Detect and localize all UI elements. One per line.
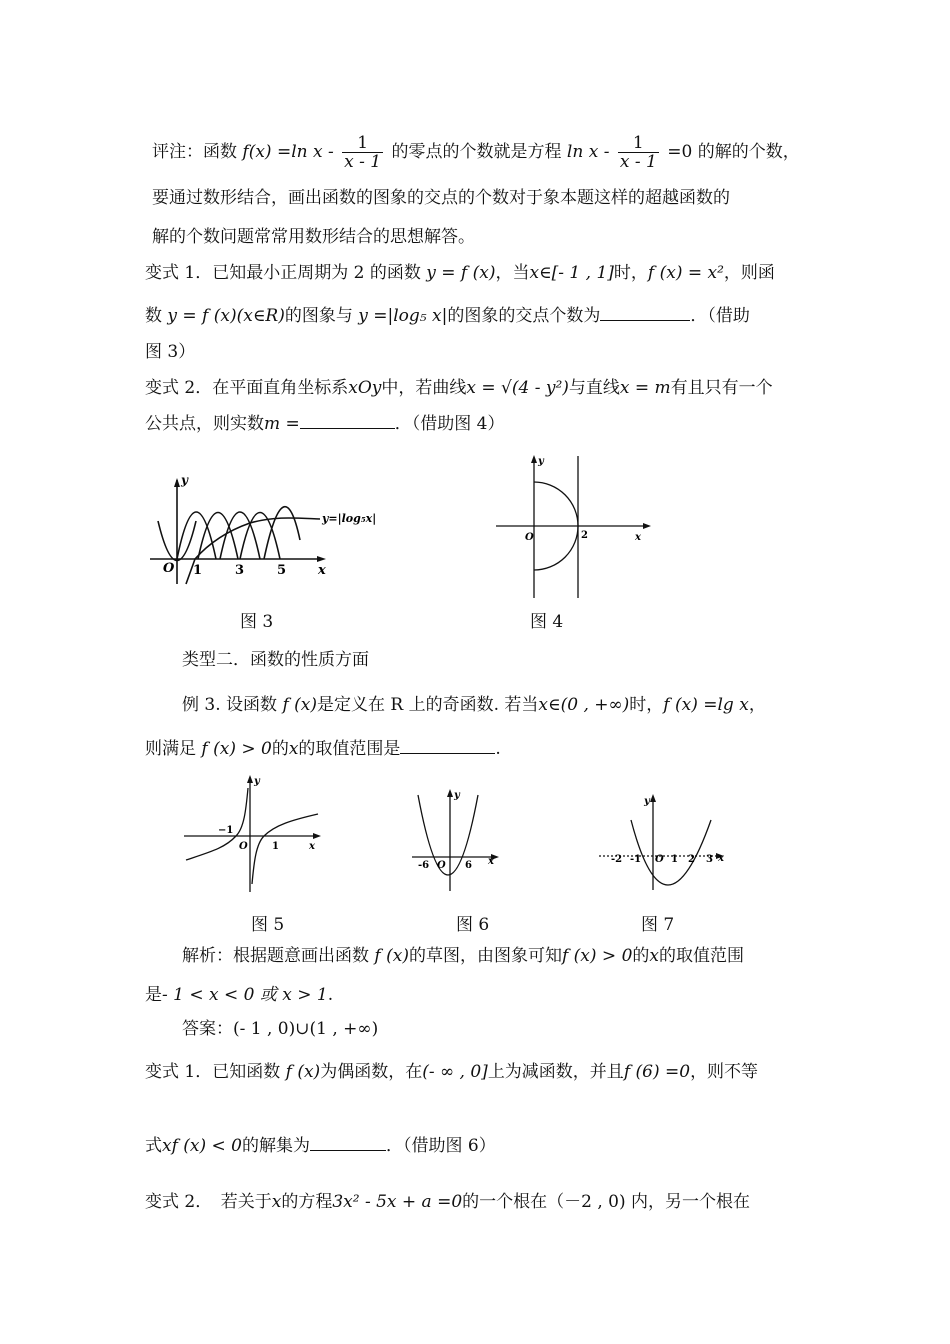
analysis-line-1 xyxy=(182,944,744,968)
x-arrow xyxy=(317,556,326,562)
variant1b-line-2 xyxy=(145,1134,496,1158)
text: 的一个根在（－2 , 0) 内，另一个根在 xyxy=(462,1192,751,1212)
math-expr: x∈[- 1 , 1] xyxy=(529,263,614,283)
math-expr: m = xyxy=(264,414,300,434)
math-expr: f (x) > 0 xyxy=(561,946,633,966)
answer-value: (- 1 , 0)∪(1 , +∞) xyxy=(233,1019,379,1039)
figure-6 xyxy=(410,785,505,895)
text: ，则函 xyxy=(723,263,775,283)
math-expr: f (x) xyxy=(285,1062,321,1082)
math-expr: y = f (x) xyxy=(426,263,496,283)
text: 变式 2． 若关于 xyxy=(145,1192,272,1212)
math-expr: x xyxy=(271,1192,282,1212)
text: 的取值范围 xyxy=(658,946,744,966)
math-expr: f (6) =0 xyxy=(623,1062,691,1082)
axis-y-label: y xyxy=(181,473,188,487)
text: 有且只有一个 xyxy=(670,378,773,398)
frac-num: 1 xyxy=(342,134,383,153)
tick-6: 6 xyxy=(465,860,472,871)
math-expr: 3x² - 5x + a =0 xyxy=(332,1192,463,1212)
figure-5 xyxy=(180,770,325,895)
parabola-5 xyxy=(240,513,280,560)
math-expr: f (x) =lg x xyxy=(663,695,749,715)
text: 的解集为 xyxy=(242,1136,311,1156)
text: 的图象的交点个数为 xyxy=(447,306,601,326)
analysis-line-2 xyxy=(145,983,333,1007)
tick-neg6: -6 xyxy=(418,860,430,871)
answer-line xyxy=(182,1017,378,1041)
math-expr: x = √(4 - y²) xyxy=(466,378,569,398)
text: 是定义在 R 上的奇函数. 若当 xyxy=(317,695,539,715)
math-expr: - 1 < x < 0 或 x > 1 xyxy=(162,985,328,1005)
math-expr: x xyxy=(649,946,659,966)
tick-3: 3 xyxy=(706,854,713,865)
math-expr: ln x - xyxy=(566,142,610,162)
figure-4 xyxy=(490,452,660,602)
variant2b-line-1 xyxy=(145,1190,750,1214)
fraction xyxy=(618,134,659,171)
tick-neg1: −1 xyxy=(218,825,234,836)
variant2a-line-2 xyxy=(145,412,505,436)
tick-1: 1 xyxy=(193,563,203,578)
axis-y-label: y xyxy=(454,790,460,801)
parabola-6 xyxy=(264,507,300,559)
text: 的图象与 xyxy=(284,306,353,326)
axis-x-label: x xyxy=(309,841,315,852)
origin-label: O xyxy=(163,561,175,576)
text: 中，若曲线 xyxy=(381,378,467,398)
caption-fig7: 图 7 xyxy=(641,915,675,935)
origin-label: O xyxy=(655,854,664,865)
caption-fig5: 图 5 xyxy=(251,915,285,935)
frac-num: 1 xyxy=(618,134,659,153)
math-expr: x xyxy=(288,739,299,759)
math-expr: f (x) = x² xyxy=(647,263,724,283)
text: 的零点的个数就是方程 xyxy=(391,142,562,162)
text: 变式 2．在平面直角坐标系 xyxy=(145,378,349,398)
text: 的方程 xyxy=(281,1192,333,1212)
answer-blank[interactable] xyxy=(300,414,395,429)
axis-x-label: x xyxy=(488,856,494,867)
text: 数 xyxy=(145,306,162,326)
comment-line-3: 解的个数问题常常用数形结合的思想解答。 xyxy=(152,227,475,247)
fraction xyxy=(342,134,383,171)
tick-neg2: -2 xyxy=(611,854,623,865)
text: 时， xyxy=(613,263,648,283)
origin-label: O xyxy=(437,860,446,871)
text: ．（借助图 6） xyxy=(386,1136,496,1156)
axis-y-label: y xyxy=(254,776,260,787)
variant1a-line-2 xyxy=(145,304,750,328)
tick-1: 1 xyxy=(671,854,678,865)
math-expr: =0 xyxy=(667,142,693,162)
axis-y-label: y xyxy=(644,796,650,807)
tick-5: 5 xyxy=(277,563,287,578)
text: 的草图，由图象可知 xyxy=(408,946,562,966)
math-expr: y = f (x)(x∈R) xyxy=(167,306,285,326)
tick-2: 2 xyxy=(581,530,588,541)
math-expr: x∈(0 , +∞) xyxy=(538,695,630,715)
text: ，当 xyxy=(495,263,530,283)
axis-x-label: x xyxy=(318,563,326,578)
math-expr: f(x) =ln x - xyxy=(242,142,334,162)
x-arrow xyxy=(643,523,651,529)
text: 与直线 xyxy=(568,378,620,398)
text: 时， xyxy=(629,695,664,715)
origin-label: O xyxy=(525,532,534,543)
text: 的解的个数， xyxy=(697,142,800,162)
axis-y-label: y xyxy=(538,456,544,467)
tick-3: 3 xyxy=(235,563,245,578)
figure-7 xyxy=(595,790,730,895)
text: 解析：根据题意画出函数 xyxy=(182,946,369,966)
math-expr: (- ∞ , 0] xyxy=(422,1062,488,1082)
frac-den: x - 1 xyxy=(619,152,657,172)
curve-label: y=|log₅x| xyxy=(322,512,377,525)
text: ．（借助 xyxy=(690,306,750,326)
y-arrow xyxy=(650,794,656,802)
text: ， xyxy=(748,695,766,715)
text: 为偶函数，在 xyxy=(320,1062,423,1082)
text: 是 xyxy=(145,985,162,1005)
math-expr: f (x) xyxy=(282,695,317,715)
answer-blank[interactable] xyxy=(600,306,690,321)
text: 上为减函数，并且 xyxy=(487,1062,624,1082)
comment-line-2: 要通过数形结合，画出函数的图象的交点的个数对于象本题这样的超越函数的 xyxy=(152,188,730,208)
text: ．（借助图 4） xyxy=(394,414,505,434)
text: . xyxy=(327,985,334,1005)
text: ，则不等 xyxy=(690,1062,759,1082)
variant1a-line-1 xyxy=(145,261,775,285)
x-arrow xyxy=(313,833,321,839)
figure-3 xyxy=(150,470,400,585)
axis-x-label: x xyxy=(718,853,724,864)
caption-fig6: 图 6 xyxy=(456,915,490,935)
text: . xyxy=(495,739,501,759)
axis-x-label: x xyxy=(635,532,641,543)
caption-fig4: 图 4 xyxy=(530,612,564,632)
text: 变式 1．已知最小正周期为 2 的函数 xyxy=(145,263,421,283)
math-expr: xf (x) < 0 xyxy=(162,1136,243,1156)
text: 式 xyxy=(145,1136,162,1156)
example3-line-2 xyxy=(145,737,501,761)
variant1a-line-3: 图 3） xyxy=(145,342,196,362)
section2-title: 类型二．函数的性质方面 xyxy=(182,650,369,670)
text: 公共点，则实数 xyxy=(145,414,264,434)
example3-line-1 xyxy=(182,693,766,717)
math-expr: x = m xyxy=(619,378,671,398)
text: 则满足 xyxy=(145,739,196,759)
tick-1: 1 xyxy=(272,841,279,852)
variant2a-line-1 xyxy=(145,376,773,400)
tick-2: 2 xyxy=(688,854,695,865)
text: 的取值范围是 xyxy=(298,739,401,759)
math-expr: xOy xyxy=(348,378,382,398)
math-expr: f (x) xyxy=(374,946,409,966)
math-expr: y =|log₅ x| xyxy=(358,306,448,326)
text: 评注：函数 xyxy=(152,142,237,162)
parabola xyxy=(631,820,711,885)
text: 的 xyxy=(632,946,650,966)
y-arrow xyxy=(447,789,453,797)
variant1b-line-1 xyxy=(145,1060,758,1084)
y-arrow xyxy=(174,478,180,487)
caption-fig3: 图 3 xyxy=(240,612,274,632)
frac-den: x - 1 xyxy=(344,152,382,172)
answer-blank[interactable] xyxy=(400,739,495,754)
tick-neg1: -1 xyxy=(630,854,642,865)
y-arrow xyxy=(531,455,537,463)
answer-blank[interactable] xyxy=(310,1136,386,1151)
y-arrow xyxy=(247,775,253,783)
comment-line-1 xyxy=(152,134,800,171)
text: 变式 1．已知函数 xyxy=(145,1062,281,1082)
text: 例 3. 设函数 xyxy=(182,695,278,715)
math-expr: f (x) > 0 xyxy=(201,739,272,759)
text: 的 xyxy=(271,739,289,759)
origin-label: O xyxy=(239,841,248,852)
answer-label: 答案： xyxy=(182,1019,233,1039)
